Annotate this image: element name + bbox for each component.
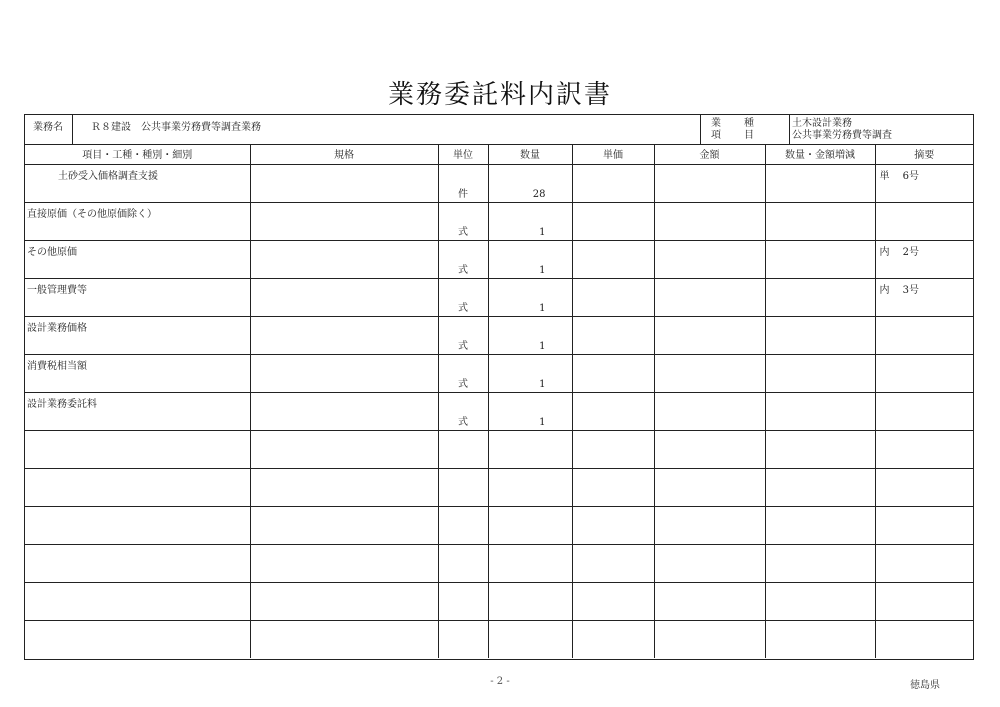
column-header-unit: 単位	[438, 144, 488, 164]
remarks-cell: 単 6号	[879, 170, 920, 182]
project-name-label: 業務名	[25, 115, 73, 144]
category-values	[790, 115, 973, 144]
quantity-cell: 28	[532, 188, 546, 200]
table-row	[25, 202, 973, 240]
project-header	[25, 115, 973, 145]
category-labels	[701, 115, 790, 144]
quantity-cell: 1	[539, 226, 546, 238]
item-name: 一般管理費等	[27, 284, 87, 296]
empty-row	[25, 430, 973, 468]
kind-value: 土木設計業務	[792, 118, 852, 129]
column-header-row	[25, 144, 973, 164]
quantity-cell: 1	[539, 416, 546, 428]
unit-cell: 件	[458, 188, 468, 200]
item-name: 土砂受入価格調査支援	[58, 170, 158, 182]
remarks-cell: 内 3号	[879, 284, 920, 296]
empty-row	[25, 620, 973, 658]
unit-cell: 式	[458, 226, 468, 238]
item-name: 設計業務価格	[27, 322, 87, 334]
unit-cell: 式	[458, 416, 468, 428]
unit-cell: 式	[458, 264, 468, 276]
table-row	[25, 164, 973, 202]
item-value: 公共事業労務費等調査	[792, 130, 892, 141]
column-header-unit-price: 単価	[572, 144, 654, 164]
item-name: 設計業務委託料	[27, 398, 97, 410]
organization-name: 徳島県	[910, 680, 940, 691]
unit-cell: 式	[458, 302, 468, 314]
project-name-value: Ｒ８建設 公共事業労務費等調査業務	[73, 115, 701, 144]
item-name: 消費税相当額	[27, 360, 87, 372]
page-number: - 2 -	[490, 676, 510, 687]
column-header-quantity: 数量	[488, 144, 572, 164]
empty-row	[25, 582, 973, 620]
column-header-amount: 金額	[654, 144, 765, 164]
item-label: 項 目	[711, 130, 755, 141]
quantity-cell: 1	[539, 340, 546, 352]
quantity-cell: 1	[539, 302, 546, 314]
item-name: その他原価	[27, 246, 77, 258]
column-header-spec: 規格	[250, 144, 438, 164]
table-row	[25, 392, 973, 430]
table-row	[25, 240, 973, 278]
table-row	[25, 278, 973, 316]
empty-row	[25, 544, 973, 582]
empty-row	[25, 506, 973, 544]
unit-cell: 式	[458, 340, 468, 352]
remarks-cell: 内 2号	[879, 246, 920, 258]
column-header-remarks: 摘要	[875, 144, 973, 164]
column-header-change: 数量・金額増減	[765, 144, 875, 164]
quantity-cell: 1	[539, 378, 546, 390]
table-row	[25, 316, 973, 354]
table-row	[25, 354, 973, 392]
document-title: 業務委託料内訳書	[387, 80, 612, 110]
item-name: 直接原価（その他原価除く）	[27, 208, 157, 220]
quantity-cell: 1	[539, 264, 546, 276]
breakdown-table	[25, 144, 973, 658]
kind-label: 業 種	[711, 118, 755, 129]
breakdown-sheet	[24, 114, 974, 660]
unit-cell: 式	[458, 378, 468, 390]
column-header-item: 項目・工種・種別・細別	[25, 144, 250, 164]
empty-row	[25, 468, 973, 506]
